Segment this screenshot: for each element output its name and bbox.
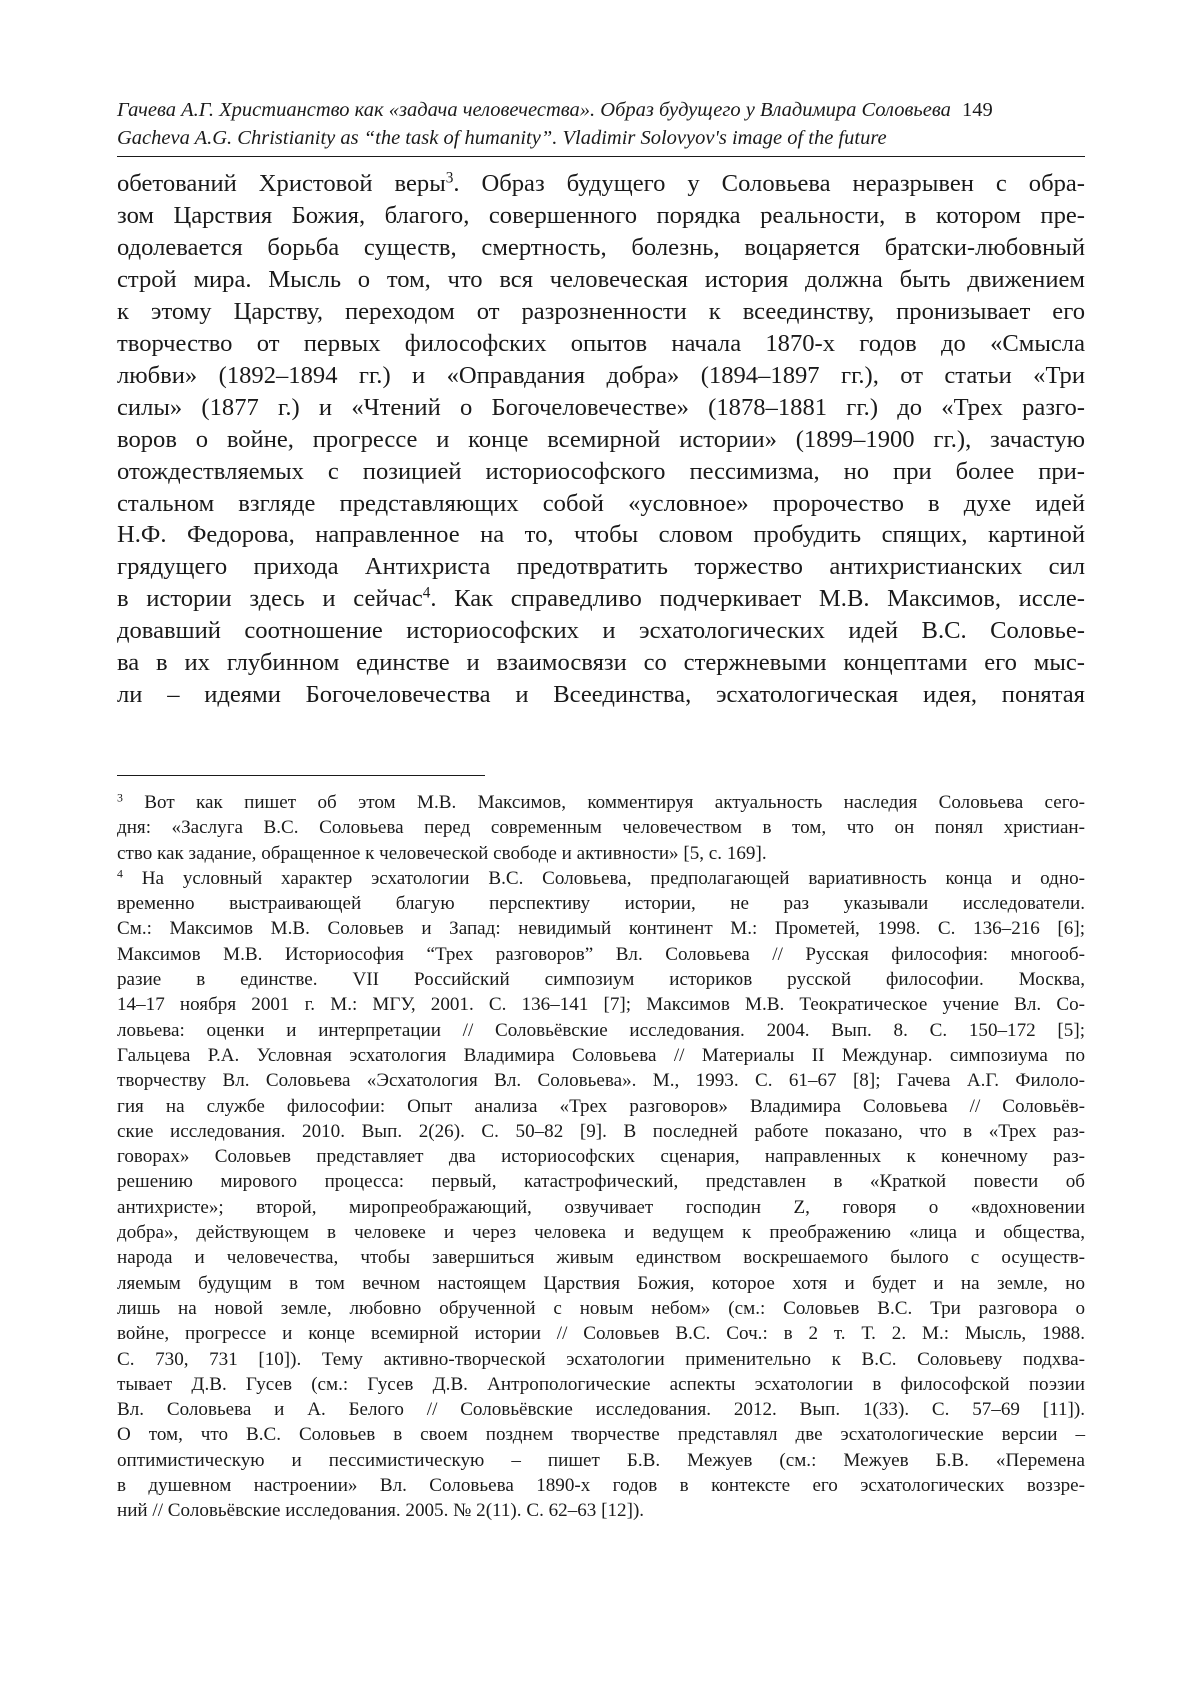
body-text-run: в истории здесь и сейчас <box>117 585 423 613</box>
body-text-run: . Образ будущего у Соловьева неразрывен с обра- <box>453 170 1085 197</box>
footnote-line <box>117 1271 1085 1296</box>
footnote-line <box>117 1372 1085 1397</box>
footnote-line <box>117 942 1085 967</box>
footnote-text: ство как задание, обращенное к человеческой свободе и активности» [5, с. 169]. <box>117 842 767 864</box>
body-text-run: воров о войне, прогрессе и конце всемирной истории» (1899–1900 гг.), зачастую <box>117 425 1085 453</box>
body-text-run: силы» (1877 г.) и «Чтений о Богочеловечестве» (1878–1881 гг.) до «Трех разго- <box>117 393 1085 421</box>
body-text-run: ва в их глубинном единстве и взаимосвязи со стержневыми концептами его мыс- <box>117 649 1085 677</box>
footnote-line <box>117 1422 1085 1447</box>
footnote-text: оптимистическую и пессимистическую – пишет Б.В. Межуев (см.: Межуев Б.В. «Перемена <box>117 1449 1085 1471</box>
body-text-run: строй мира. Мысль о том, что вся человеческая история должна быть движением <box>117 265 1085 293</box>
footnote-text: гия на службе философии: Опыт анализа «Трех разговоров» Владимира Соловьева // Соловьёв- <box>117 1095 1085 1117</box>
footnote-line <box>117 1119 1085 1144</box>
footnote-text: См.: Максимов М.В. Соловьев и Запад: невидимый континент М.: Прометей, 1998. С. 136–216 [6]; <box>117 918 1085 940</box>
body-line <box>117 168 1085 200</box>
body-text-run: к этому Царству, переходом от разрозненности к всеединству, пронизывает его <box>117 297 1085 325</box>
footnote-text: 14–17 ноября 2001 г. М.: МГУ, 2001. С. 136–141 [7]; Максимов М.В. Теократическое учение Вл. Со- <box>117 994 1085 1016</box>
body-text-run: зом Царствия Божия, благого, совершенного порядка реальности, в котором пре- <box>117 201 1085 229</box>
footnote-text: творчеству Вл. Соловьева «Эсхатология Вл. Соловьева». М., 1993. С. 61–67 [8]; Гачева А.Г. Филоло- <box>117 1070 1085 1092</box>
footnote-text: ний // Соловьёвские исследования. 2005. № 2(11). С. 62–63 [12]). <box>117 1500 645 1522</box>
body-text-run: ли – идеями Богочеловечества и Всеединства, эсхатологическая идея, понятая <box>117 681 1085 709</box>
body-line <box>117 551 1085 583</box>
footnote-line <box>117 1347 1085 1372</box>
footnote-line <box>117 891 1085 916</box>
body-line <box>117 456 1085 488</box>
footnote-text: говорах» Соловьев представляет два историософских сценария, направленных к конечному раз- <box>117 1146 1085 1168</box>
footnote-text: ляемым будущим в том вечном настоящем Царствия Божия, которое хотя и будет и на земле, но <box>117 1272 1085 1294</box>
running-head-en: Gacheva A.G. Christianity as “the task of humanity”. Vladimir Solovyov's image of the future <box>117 127 887 149</box>
footnote-line <box>117 1220 1085 1245</box>
footnote-line <box>117 1068 1085 1093</box>
footnote-line <box>117 1195 1085 1220</box>
body-line <box>117 360 1085 392</box>
page-number: 149 <box>961 99 993 121</box>
footnote-text: антихристе»; второй, миропреображающий, озвучивает господин Z, говоря о «вдохновении <box>117 1196 1085 1218</box>
body-line <box>117 679 1085 711</box>
body-line <box>117 424 1085 456</box>
body-line <box>117 519 1085 551</box>
footnote-3 <box>117 790 1085 866</box>
body-line <box>117 583 1085 615</box>
footnote-text: О том, что В.С. Соловьев в своем позднем творчестве представлял две эсхатологические версии – <box>117 1424 1085 1446</box>
footnote-ref[interactable]: 4 <box>422 585 431 603</box>
body-text-run: обетований Христовой веры <box>117 170 446 197</box>
footnote-marker: 3 <box>117 790 123 805</box>
body-line <box>117 328 1085 360</box>
footnote-line <box>117 1245 1085 1270</box>
footnote-ref[interactable]: 3 <box>445 169 454 187</box>
body-text-run: творчество от первых философских опытов начала 1870-х годов до «Смысла <box>117 329 1085 357</box>
footnote-text: тывает Д.В. Гусев (см.: Гусев Д.В. Антропологические аспекты эсхатологии в философской поэзии <box>117 1373 1085 1395</box>
footnote-text: лишь на новой земле, любовно обрученной с новым небом» (см.: Соловьев В.С. Три разговора о <box>117 1297 1085 1319</box>
body-text-run: грядущего прихода Антихриста предотвратить торжество антихристианских сил <box>117 553 1085 581</box>
footnote-4 <box>117 866 1085 1524</box>
running-head-ru-title: Гачева А.Г. Христианство как «задача человечества». Образ будущего у Владимира Соловьева <box>117 99 951 121</box>
footnote-text: добра», действующем в человеке и через человека и ведущем к преображению «лица и общества, <box>117 1222 1085 1244</box>
footnote-line <box>117 992 1085 1017</box>
footnote-line <box>117 815 1085 840</box>
footnote-text: На условный характер эсхатологии В.С. Соловьева, предполагающей вариативность конца и одно- <box>122 867 1085 889</box>
footnote-marker: 4 <box>117 866 123 881</box>
footnote-text: ские исследования. 2010. Вып. 2(26). С. 50–82 [9]. В последней работе показано, что в «Трех раз- <box>117 1120 1085 1142</box>
footnote-line <box>117 1473 1085 1498</box>
footnote-line <box>117 1018 1085 1043</box>
footnote-text: Вл. Соловьева и А. Белого // Соловьёвские исследования. 2012. Вып. 1(33). С. 57–69 [11]). <box>117 1399 1085 1421</box>
footnote-text: ловьева: оценки и интерпретации // Соловьёвские исследования. 2004. Вып. 8. С. 150–172 [5]; <box>117 1019 1085 1041</box>
body-text-run: одолевается борьба существ, смертность, болезнь, воцаряется братски-любовный <box>117 233 1085 261</box>
footnote-line <box>117 1321 1085 1346</box>
body-line <box>117 200 1085 232</box>
body-line <box>117 488 1085 520</box>
body-text-run: любви» (1892–1894 гг.) и «Оправдания добра» (1894–1897 гг.), от статьи «Три <box>117 361 1085 389</box>
body-line <box>117 615 1085 647</box>
footnote-text: временно выстраивающей благую перспективу истории, не раз указывали исследователи. <box>117 893 1085 915</box>
footnote-text: в душевном настроении» Вл. Соловьева 1890-х годов в контексте его эсхатологических воззре- <box>117 1475 1085 1497</box>
body-text-run: отождествляемых с позицией историософского пессимизма, но при более при- <box>117 457 1085 485</box>
body-line <box>117 647 1085 679</box>
body-text-run: Н.Ф. Федорова, направленное на то, чтобы словом пробудить спящих, картиной <box>117 521 1085 549</box>
body-line <box>117 296 1085 328</box>
body-text-run: довавший соотношение историософских и эсхатологических идей В.С. Соловье- <box>117 617 1085 645</box>
footnote-line <box>117 866 1085 891</box>
footnotes <box>117 790 1085 1524</box>
body-text-run: стальном взгляде представляющих собой «условное» пророчество в духе идей <box>117 489 1085 517</box>
body-line <box>117 392 1085 424</box>
footnote-text: войне, прогрессе и конце всемирной истории // Соловьев В.С. Соч.: в 2 т. Т. 2. М.: Мысль, 1988. <box>117 1323 1085 1345</box>
footnote-line <box>117 916 1085 941</box>
footnote-line <box>117 1144 1085 1169</box>
body-line <box>117 264 1085 296</box>
footnote-line <box>117 1094 1085 1119</box>
footnote-text: народа и человечества, чтобы завершиться живым единством воскрешаемого былого с осуществ- <box>117 1247 1085 1269</box>
footnote-text: Максимов М.В. Историософия “Трех разговоров” Вл. Соловьева // Русская философия: многооб- <box>117 943 1085 965</box>
running-head-ru <box>117 96 1085 124</box>
footnote-line <box>117 1043 1085 1068</box>
footnote-line <box>117 1296 1085 1321</box>
footnote-line <box>117 841 1085 866</box>
footnote-text: Гальцева Р.А. Условная эсхатология Владимира Соловьева // Материалы II Междунар. симпозиума по <box>117 1044 1085 1066</box>
footnote-text: Вот как пишет об этом М.В. Максимов, комментируя актуальность наследия Соловьева сего- <box>122 792 1085 813</box>
footnote-line <box>117 1498 1085 1523</box>
footnote-text: дня: «Заслуга В.С. Соловьева перед современным человечеством в том, что он понял христиан- <box>117 817 1085 839</box>
footnote-line <box>117 1397 1085 1422</box>
running-head <box>117 96 1085 152</box>
body-text-run: . Как справедливо подчеркивает М.В. Максимов, иссле- <box>430 585 1085 613</box>
footnote-text: разие в единстве. VII Российский симпозиум историков русской философии. Москва, <box>117 969 1085 991</box>
footnote-line <box>117 1448 1085 1473</box>
footnote-text: С. 730, 731 [10]). Тему активно-творческой эсхатологии применительно к В.С. Соловьеву подхва- <box>117 1348 1085 1370</box>
footnote-separator <box>117 775 485 776</box>
footnote-line <box>117 1169 1085 1194</box>
body-line <box>117 232 1085 264</box>
main-text <box>117 168 1085 711</box>
footnote-line <box>117 790 1085 815</box>
header-rule <box>117 156 1085 157</box>
footnote-line <box>117 967 1085 992</box>
footnote-text: решению мирового процесса: первый, катастрофический, представлен в «Краткой повести об <box>117 1171 1085 1193</box>
